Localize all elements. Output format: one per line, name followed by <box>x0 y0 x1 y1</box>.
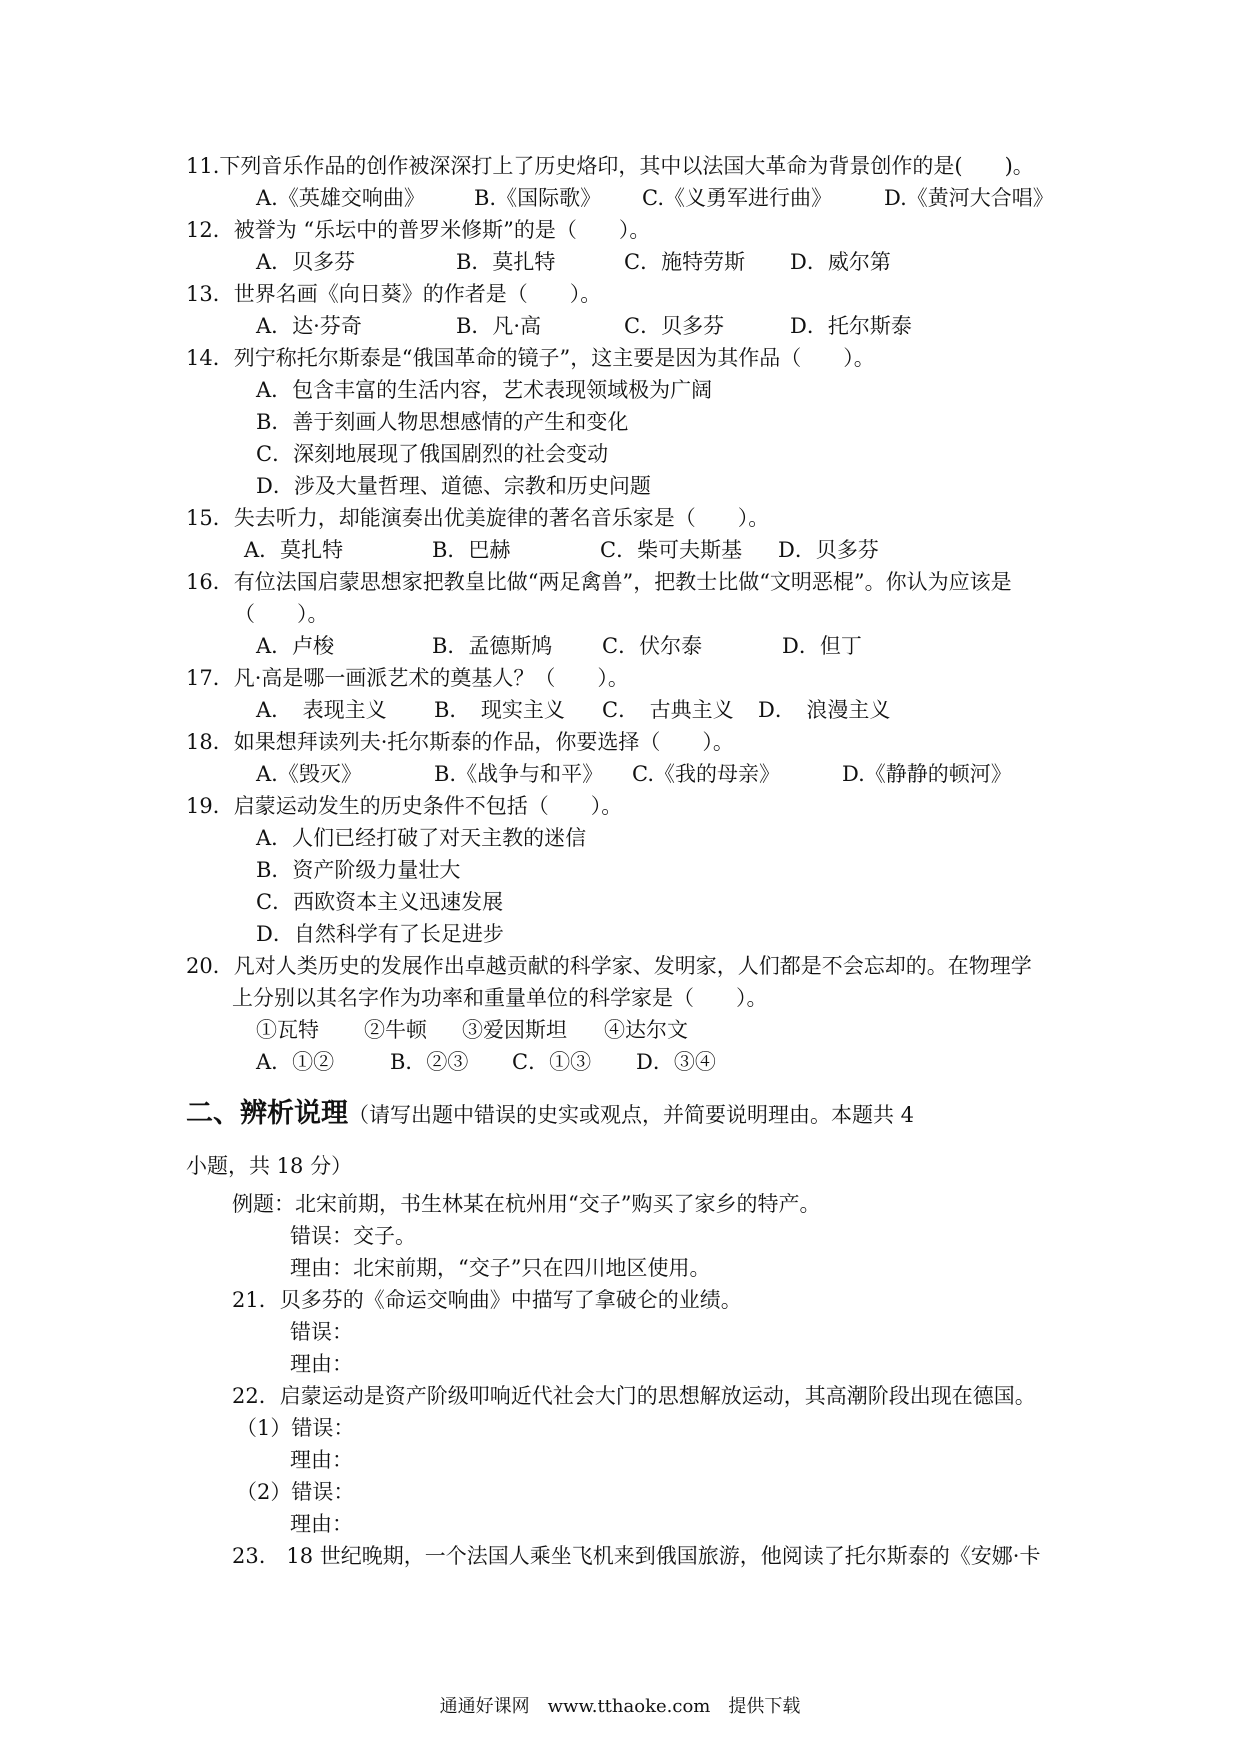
q22-sub1-reason-label: 理由： <box>290 1448 353 1472</box>
q16-stem-cont: （ ）。 <box>234 602 329 626</box>
q11-option-a: A.《英雄交响曲》 <box>256 186 425 210</box>
q12-option-c: C．施特劳斯 <box>624 250 746 274</box>
q19-stem: 19．启蒙运动发生的历史条件不包括（ ）。 <box>186 794 623 818</box>
example-reason: 理由：北宋前期，“交子”只在四川地区使用。 <box>290 1256 711 1280</box>
q20-option-c: C．①③ <box>512 1050 592 1074</box>
q12-option-b: B．莫扎特 <box>456 250 556 274</box>
q13-option-a: A．达·芬奇 <box>256 314 362 338</box>
q18-option-d: D.《静静的顿河》 <box>842 762 1012 786</box>
q20-stem: 20．凡对人类历史的发展作出卓越贡献的科学家、发明家，人们都是不会忘却的。在物理学 <box>186 954 1032 978</box>
q16-option-c: C．伏尔泰 <box>602 634 703 658</box>
q22-sub2-reason-label: 理由： <box>290 1512 353 1536</box>
q17-stem: 17．凡·高是哪一画派艺术的奠基人？（ ）。 <box>186 666 629 690</box>
q11-option-d: D.《黄河大合唱》 <box>884 186 1054 210</box>
example-stem: 例题：北宋前期，书生林某在杭州用“交子”购买了家乡的特产。 <box>232 1192 821 1216</box>
q14-stem: 14．列宁称托尔斯泰是“俄国革命的镜子”，这主要是因为其作品（ ）。 <box>186 346 875 370</box>
q13-stem: 13．世界名画《向日葵》的作者是（ ）。 <box>186 282 602 306</box>
q20-option-a: A．①② <box>256 1050 335 1074</box>
q15-option-d: D．贝多芬 <box>778 538 879 562</box>
q13-option-b: B．凡·高 <box>456 314 542 338</box>
q11-option-c: C.《义勇军进行曲》 <box>642 186 832 210</box>
q18-stem: 18．如果想拜读列夫·托尔斯泰的作品，你要选择（ ）。 <box>186 730 734 754</box>
q14-option-a: A．包含丰富的生活内容，艺术表现领域极为广阔 <box>256 378 713 402</box>
q11-stem: 11.下列音乐作品的创作被深深打上了历史烙印，其中以法国大革命为背景创作的是( )。 <box>186 154 1034 178</box>
q21-stem: 21．贝多芬的《命运交响曲》中描写了拿破仑的业绩。 <box>232 1288 742 1312</box>
section-2-desc-cont: 小题，共 18 分） <box>186 1154 353 1178</box>
q20-option-d: D．③④ <box>636 1050 716 1074</box>
q22-stem: 22．启蒙运动是资产阶级叩响近代社会大门的思想解放运动，其高潮阶段出现在德国。 <box>232 1384 1036 1408</box>
q22-sub2-error-label: （2）错误： <box>236 1480 355 1504</box>
q17-option-c: C． 古典主义 <box>602 698 734 722</box>
q17-option-b: B． 现实主义 <box>434 698 565 722</box>
q20-name-1: ①瓦特 <box>256 1018 319 1042</box>
q20-option-b: B．②③ <box>390 1050 469 1074</box>
q15-stem: 15．失去听力，却能演奏出优美旋律的著名音乐家是（ ）。 <box>186 506 770 530</box>
q21-error-label: 错误： <box>290 1320 353 1344</box>
q16-option-a: A．卢梭 <box>256 634 335 658</box>
q22-sub1-error-label: （1）错误： <box>236 1416 355 1440</box>
page-footer: 通通好课网 www.tthaoke.com 提供下载 <box>439 1696 801 1717</box>
q16-option-b: B．孟德斯鸠 <box>432 634 553 658</box>
q14-option-b: B．善于刻画人物思想感情的产生和变化 <box>256 410 629 434</box>
q13-option-c: C．贝多芬 <box>624 314 725 338</box>
q19-option-a: A．人们已经打破了对天主教的迷信 <box>256 826 587 850</box>
q20-name-3: ③爱因斯坦 <box>462 1018 567 1042</box>
q12-option-d: D．威尔第 <box>790 250 891 274</box>
q18-option-c: C.《我的母亲》 <box>632 762 780 786</box>
q16-option-d: D．但丁 <box>782 634 862 658</box>
q17-option-d: D． 浪漫主义 <box>758 698 891 722</box>
q15-option-a: A．莫扎特 <box>244 538 344 562</box>
example-error: 错误：交子。 <box>290 1224 416 1248</box>
q20-name-2: ②牛顿 <box>364 1018 427 1042</box>
q20-stem-cont: 上分别以其名字作为功率和重量单位的科学家是（ ）。 <box>232 986 768 1010</box>
q19-option-d: D．自然科学有了长足进步 <box>256 922 504 946</box>
q20-name-4: ④达尔文 <box>604 1018 688 1042</box>
q23-stem: 23. 18 世纪晚期，一个法国人乘坐飞机来到俄国旅游，他阅读了托尔斯泰的《安娜·卡 <box>232 1544 1041 1568</box>
q12-option-a: A．贝多芬 <box>256 250 356 274</box>
q13-option-d: D．托尔斯泰 <box>790 314 912 338</box>
q15-option-c: C．柴可夫斯基 <box>600 538 743 562</box>
q17-option-a: A． 表现主义 <box>256 698 387 722</box>
q16-stem: 16．有位法国启蒙思想家把教皇比做“两足禽兽”，把教士比做“文明恶棍”。你认为应该是 <box>186 570 1012 594</box>
q12-stem: 12．被誉为 “乐坛中的普罗米修斯”的是（ ）。 <box>186 218 651 242</box>
q19-option-b: B．资产阶级力量壮大 <box>256 858 461 882</box>
q11-option-b: B.《国际歌》 <box>474 186 602 210</box>
q18-option-a: A.《毁灭》 <box>256 762 362 786</box>
section-2-header <box>186 1096 914 1133</box>
section-2-title: 二、辨析说理 <box>186 1098 348 1129</box>
q14-option-c: C．深刻地展现了俄国剧烈的社会变动 <box>256 442 609 466</box>
q19-option-c: C．西欧资本主义迅速发展 <box>256 890 504 914</box>
q15-option-b: B．巴赫 <box>432 538 511 562</box>
q18-option-b: B.《战争与和平》 <box>434 762 604 786</box>
q21-reason-label: 理由： <box>290 1352 353 1376</box>
section-2-desc: （请写出题中错误的史实或观点，并简要说明理由。本题共 4 <box>348 1103 915 1127</box>
q14-option-d: D．涉及大量哲理、道德、宗教和历史问题 <box>256 474 651 498</box>
